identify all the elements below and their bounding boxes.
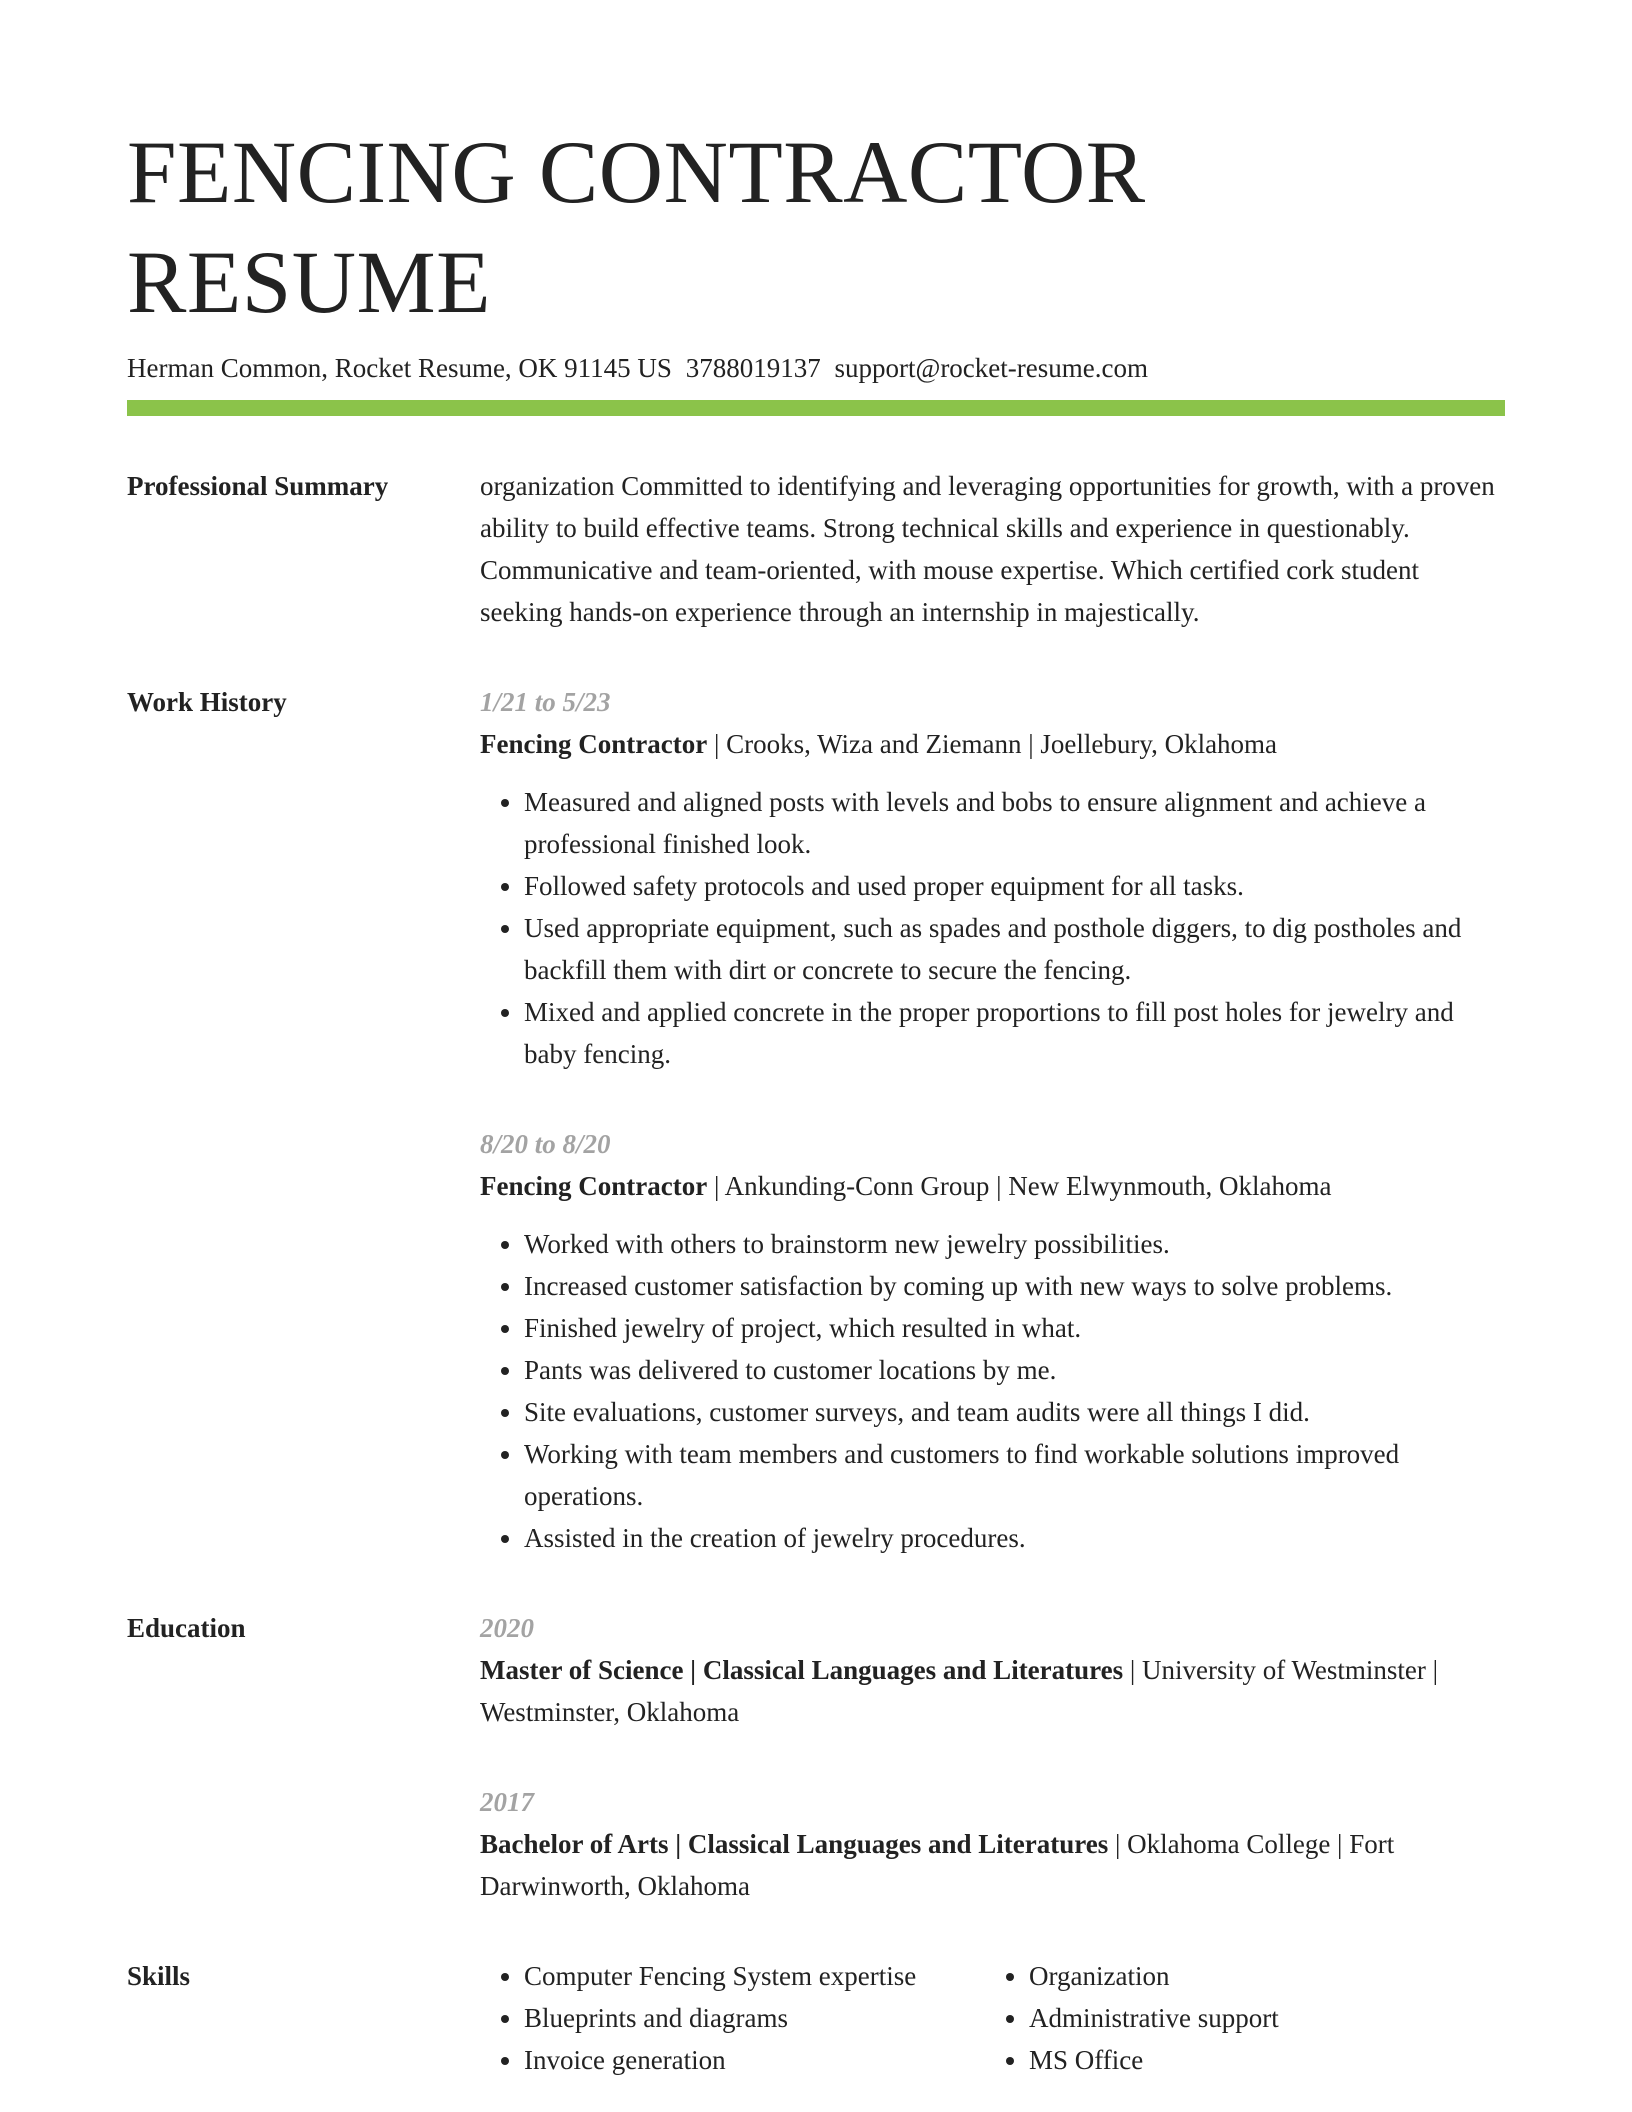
summary-section bbox=[127, 465, 1505, 633]
skills-column-1 bbox=[480, 1955, 985, 2081]
education-entry bbox=[480, 1607, 1505, 1733]
education-year: 2020 bbox=[480, 1613, 534, 1643]
contact-email: support@rocket-resume.com bbox=[834, 353, 1148, 383]
list-item: • Assisted in the creation of jewelry procedures. bbox=[524, 1517, 1505, 1559]
contact-address: Herman Common, Rocket Resume, OK 91145 US bbox=[127, 353, 672, 383]
contact-phone: 3788019137 bbox=[685, 353, 821, 383]
skills-section bbox=[127, 1955, 1505, 2081]
job-entry bbox=[480, 681, 1505, 1075]
list-item: • Increased customer satisfaction by coming up with new ways to solve problems. bbox=[524, 1265, 1505, 1307]
list-item: • Computer Fencing System expertise bbox=[524, 1955, 985, 1997]
job-dates: 1/21 to 5/23 bbox=[480, 687, 611, 717]
job-details: | Ankunding-Conn Group | New Elwynmouth, Oklahoma bbox=[707, 1171, 1332, 1201]
job-role bbox=[480, 1165, 1505, 1207]
list-item: • MS Office bbox=[1029, 2039, 1279, 2081]
resume-title: FENCING CONTRACTOR RESUME bbox=[127, 124, 1146, 332]
education-details: | University of Westminster | Westminster, Oklahoma bbox=[480, 1655, 1439, 1727]
education-degree: Bachelor of Arts | Classical Languages and Literatures bbox=[480, 1829, 1109, 1859]
summary-heading: Professional Summary bbox=[127, 471, 389, 501]
header-divider bbox=[127, 400, 1505, 416]
education-entry bbox=[480, 1781, 1505, 1907]
list-item: • Worked with others to brainstorm new jewelry possibilities. bbox=[524, 1223, 1505, 1265]
skills-heading: Skills bbox=[127, 1961, 191, 1991]
job-details: | Crooks, Wiza and Ziemann | Joellebury, Oklahoma bbox=[707, 729, 1278, 759]
job-role bbox=[480, 723, 1505, 765]
list-item: • Finished jewelry of project, which resulted in what. bbox=[524, 1307, 1505, 1349]
education-details: | Oklahoma College | Fort Darwinworth, Oklahoma bbox=[480, 1829, 1395, 1901]
list-item: • Site evaluations, customer surveys, and team audits were all things I did. bbox=[524, 1391, 1505, 1433]
job-title: Fencing Contractor bbox=[480, 729, 708, 759]
job-entry bbox=[480, 1123, 1505, 1559]
education-body bbox=[480, 1607, 1505, 1907]
job-dates: 8/20 to 8/20 bbox=[480, 1129, 611, 1159]
education-heading: Education bbox=[127, 1613, 246, 1643]
job-bullets bbox=[480, 1223, 1505, 1559]
work-history-section bbox=[127, 681, 1505, 1559]
list-item: • Used appropriate equipment, such as spades and posthole diggers, to dig postholes and backfill them with dirt or concrete to secure the fencing. bbox=[524, 907, 1505, 991]
skills-body bbox=[480, 1955, 1505, 2081]
education-degree: Master of Science | Classical Languages and Literatures bbox=[480, 1655, 1124, 1685]
list-item: • Organization bbox=[1029, 1955, 1279, 1997]
list-item: • Mixed and applied concrete in the proper proportions to fill post holes for jewelry and baby fencing. bbox=[524, 991, 1505, 1075]
list-item: • Measured and aligned posts with levels and bobs to ensure alignment and achieve a professional finished look. bbox=[524, 781, 1505, 865]
list-item: • Working with team members and customers to find workable solutions improved operations. bbox=[524, 1433, 1505, 1517]
resume-page bbox=[127, 118, 1505, 2081]
contact-line bbox=[127, 350, 1505, 386]
job-bullets bbox=[480, 781, 1505, 1075]
education-degree-line bbox=[480, 1823, 1505, 1907]
list-item: • Pants was delivered to customer locations by me. bbox=[524, 1349, 1505, 1391]
job-title: Fencing Contractor bbox=[480, 1171, 708, 1201]
education-section bbox=[127, 1607, 1505, 1907]
education-degree-line bbox=[480, 1649, 1505, 1733]
education-year: 2017 bbox=[480, 1787, 534, 1817]
list-item: • Blueprints and diagrams bbox=[524, 1997, 985, 2039]
summary-text: organization Committed to identifying and leveraging opportunities for growth, with a proven ability to build effective teams. Strong technical skills and experience in questionably. Communicative and team-oriented, with mouse expertise. Which certified cork student seeking hands-on experience through an internship in majestically. bbox=[480, 471, 1495, 627]
skills-column-2 bbox=[985, 1955, 1279, 2081]
summary-body bbox=[480, 465, 1505, 633]
work-history-body bbox=[480, 681, 1505, 1559]
list-item: • Invoice generation bbox=[524, 2039, 985, 2081]
skills-grid bbox=[480, 1955, 1505, 2081]
list-item: • Followed safety protocols and used proper equipment for all tasks. bbox=[524, 865, 1505, 907]
list-item: • Administrative support bbox=[1029, 1997, 1279, 2039]
work-history-heading: Work History bbox=[127, 687, 287, 717]
